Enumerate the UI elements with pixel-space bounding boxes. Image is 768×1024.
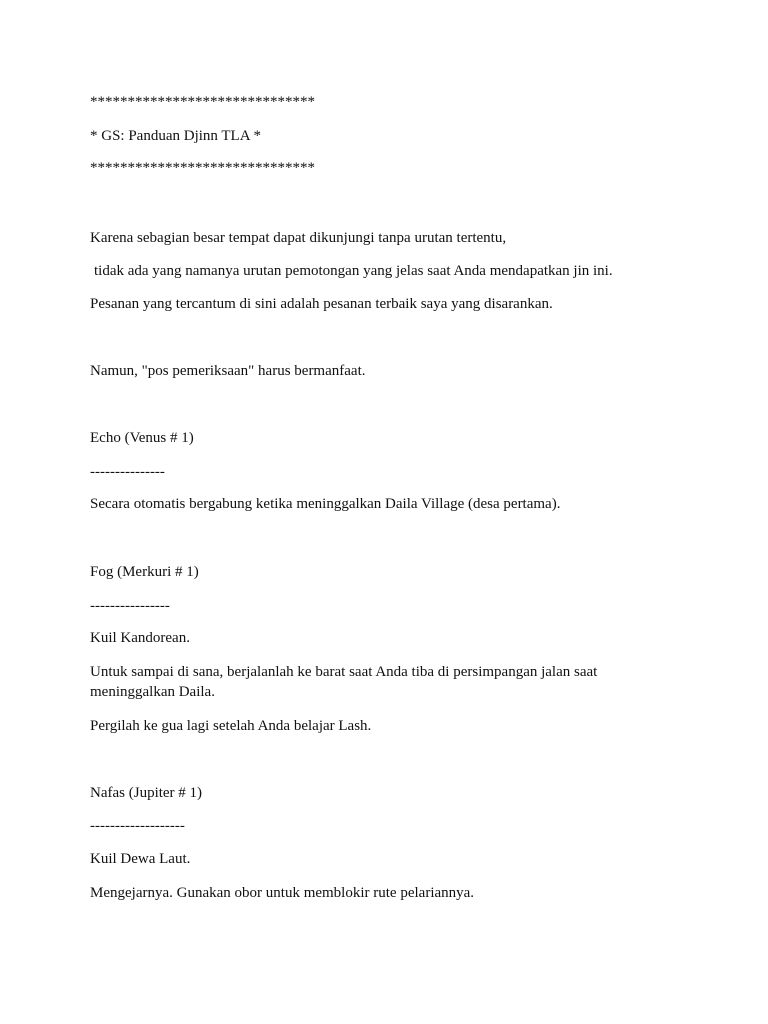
intro-paragraph: Pesanan yang tercantum di sini adalah pesanan terbaik saya yang disarankan.: [90, 296, 553, 312]
section-title: Fog (Merkuri # 1): [90, 564, 199, 580]
section-line: Secara otomatis bergabung ketika meninggalkan Daila Village (desa pertama).: [90, 496, 561, 512]
section-line: Kuil Kandorean.: [90, 630, 190, 646]
intro-paragraph: Karena sebagian besar tempat dapat dikunjungi tanpa urutan tertentu,: [90, 230, 507, 246]
section-title: Nafas (Jupiter # 1): [90, 785, 203, 801]
section-line: Pergilah ke gua lagi setelah Anda belajar Lash.: [90, 718, 372, 734]
header-border-top: ******************************: [90, 94, 315, 110]
section-line: Kuil Dewa Laut.: [90, 851, 191, 867]
section-title: Echo (Venus # 1): [90, 430, 194, 446]
section-underline: -------------------: [90, 818, 185, 834]
intro-paragraph: Namun, "pos pemeriksaan" harus bermanfaat.: [90, 363, 366, 379]
intro-paragraph: tidak ada yang namanya urutan pemotongan yang jelas saat Anda mendapatkan jin ini.: [94, 263, 613, 279]
section-underline: ---------------: [90, 464, 165, 480]
section-line: Untuk sampai di sana, berjalanlah ke barat saat Anda tiba di persimpangan jalan saat meninggalkan Daila.: [90, 664, 602, 700]
header-border-bottom: ******************************: [90, 160, 315, 176]
document-title: * GS: Panduan Djinn TLA *: [90, 128, 261, 144]
section-line: Mengejarnya. Gunakan obor untuk memblokir rute pelariannya.: [90, 885, 475, 901]
section-underline: ----------------: [90, 598, 170, 614]
